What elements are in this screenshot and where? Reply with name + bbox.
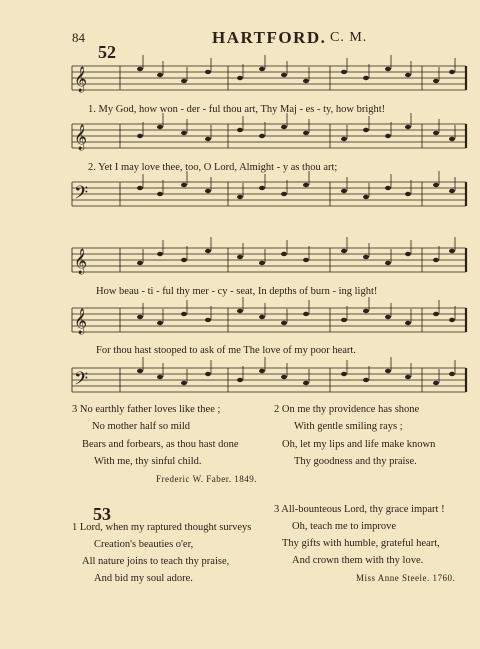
- author-steele: Miss Anne Steele. 1760.: [356, 573, 456, 583]
- note-head: [281, 73, 287, 77]
- stanza-line: Oh, let my lips and life make known: [282, 439, 436, 450]
- stanza-line: And crown them with thy love.: [292, 555, 424, 566]
- note-head: [449, 70, 455, 74]
- note-head: [157, 125, 163, 129]
- note-head: [449, 137, 455, 141]
- stanza-line: 3 All-bounteous Lord, thy grace impart !: [274, 504, 445, 515]
- page-number: 84: [72, 30, 85, 45]
- hymn-number-53: 53: [93, 504, 111, 524]
- stanza-line: All nature joins to teach thy praise,: [82, 556, 230, 567]
- note-head: [341, 249, 347, 253]
- note-head: [205, 70, 211, 74]
- note-head: [303, 381, 309, 385]
- stanza-line: Thy gifts with humble, grateful heart,: [282, 538, 440, 549]
- note-head: [405, 73, 411, 77]
- note-head: [137, 261, 143, 265]
- stanza-line: 3 No earthly father loves like thee ;: [72, 404, 221, 415]
- note-head: [303, 312, 309, 316]
- clef-icon: 𝄞: [74, 249, 88, 274]
- note-head: [341, 318, 347, 322]
- note-head: [363, 309, 369, 313]
- note-head: [281, 252, 287, 256]
- lyric-line-bottom: For thou hast stooped to ask of me The love of my poor heart.: [96, 345, 356, 356]
- clef-icon: 𝄢: [74, 369, 89, 394]
- note-head: [181, 312, 187, 316]
- stanza-line: 2 On me thy providence has shone: [274, 404, 420, 415]
- note-head: [363, 76, 369, 80]
- note-head: [405, 375, 411, 379]
- note-head: [157, 252, 163, 256]
- note-head: [385, 369, 391, 373]
- note-head: [137, 134, 143, 138]
- note-head: [237, 128, 243, 132]
- clef-icon: 𝄢: [74, 183, 89, 208]
- note-head: [303, 258, 309, 262]
- note-head: [259, 186, 265, 190]
- author-faber: Frederic W. Faber. 1849.: [156, 474, 257, 484]
- note-head: [385, 261, 391, 265]
- note-head: [205, 372, 211, 376]
- stanza-line: Creation's beauties o'er,: [94, 539, 194, 550]
- note-head: [181, 183, 187, 187]
- note-head: [363, 378, 369, 382]
- note-head: [259, 369, 265, 373]
- note-head: [237, 195, 243, 199]
- note-head: [259, 315, 265, 319]
- note-head: [405, 192, 411, 196]
- stanza-line: With gentle smiling rays ;: [294, 421, 403, 432]
- clef-icon: 𝄞: [74, 67, 88, 92]
- stanza-line: 1 Lord, when my raptured thought surveys: [72, 522, 252, 533]
- note-head: [341, 189, 347, 193]
- stanza-line: Bears and forbears, as thou hast done: [82, 439, 239, 450]
- clef-icon: 𝄞: [74, 309, 88, 334]
- note-head: [405, 321, 411, 325]
- note-head: [181, 258, 187, 262]
- stanza-line: Thy goodness and thy praise.: [294, 456, 417, 467]
- lyric-verse-1: 1. My God, how won - der - ful thou art, Thy Maj - es - ty, how bright!: [88, 104, 386, 115]
- note-head: [259, 134, 265, 138]
- note-head: [157, 375, 163, 379]
- note-head: [433, 312, 439, 316]
- note-head: [363, 195, 369, 199]
- note-head: [385, 134, 391, 138]
- note-head: [205, 318, 211, 322]
- stanza-line: With me, thy sinful child.: [94, 456, 202, 467]
- note-head: [281, 321, 287, 325]
- note-head: [449, 249, 455, 253]
- stanza-line: Oh, teach me to improve: [292, 521, 397, 532]
- note-head: [341, 137, 347, 141]
- note-head: [205, 249, 211, 253]
- note-head: [433, 79, 439, 83]
- note-head: [385, 186, 391, 190]
- note-head: [449, 372, 455, 376]
- note-head: [363, 255, 369, 259]
- note-head: [405, 252, 411, 256]
- note-head: [303, 183, 309, 187]
- hymn-number-52: 52: [98, 42, 116, 62]
- note-head: [433, 258, 439, 262]
- note-head: [157, 321, 163, 325]
- note-head: [433, 131, 439, 135]
- note-head: [363, 128, 369, 132]
- note-head: [259, 67, 265, 71]
- note-head: [303, 79, 309, 83]
- note-head: [237, 378, 243, 382]
- tune-name: HARTFORD.: [212, 28, 327, 47]
- lyric-line-top: How beau - ti - ful thy mer - cy - seat, In depths of burn - ing light!: [96, 286, 378, 297]
- note-head: [205, 189, 211, 193]
- note-head: [405, 125, 411, 129]
- note-head: [237, 309, 243, 313]
- note-head: [281, 192, 287, 196]
- note-head: [341, 372, 347, 376]
- note-head: [157, 73, 163, 77]
- clef-icon: 𝄞: [74, 125, 88, 150]
- note-head: [181, 381, 187, 385]
- note-head: [281, 125, 287, 129]
- note-head: [303, 131, 309, 135]
- note-head: [205, 137, 211, 141]
- note-head: [341, 70, 347, 74]
- note-head: [137, 186, 143, 190]
- note-head: [385, 315, 391, 319]
- note-head: [137, 315, 143, 319]
- note-head: [237, 76, 243, 80]
- stanza-line: And bid my soul adore.: [94, 573, 193, 584]
- note-head: [137, 67, 143, 71]
- note-head: [281, 375, 287, 379]
- lyric-verse-2: 2. Yet I may love thee, too, O Lord, Almight - y as thou art;: [88, 162, 338, 173]
- note-head: [137, 369, 143, 373]
- note-head: [181, 79, 187, 83]
- note-head: [181, 131, 187, 135]
- note-head: [259, 261, 265, 265]
- note-head: [157, 192, 163, 196]
- note-head: [433, 183, 439, 187]
- meter-label: C. M.: [330, 30, 368, 45]
- note-head: [385, 67, 391, 71]
- stanza-line: No mother half so mild: [92, 421, 190, 432]
- note-head: [237, 255, 243, 259]
- note-head: [449, 189, 455, 193]
- note-head: [449, 318, 455, 322]
- note-head: [433, 381, 439, 385]
